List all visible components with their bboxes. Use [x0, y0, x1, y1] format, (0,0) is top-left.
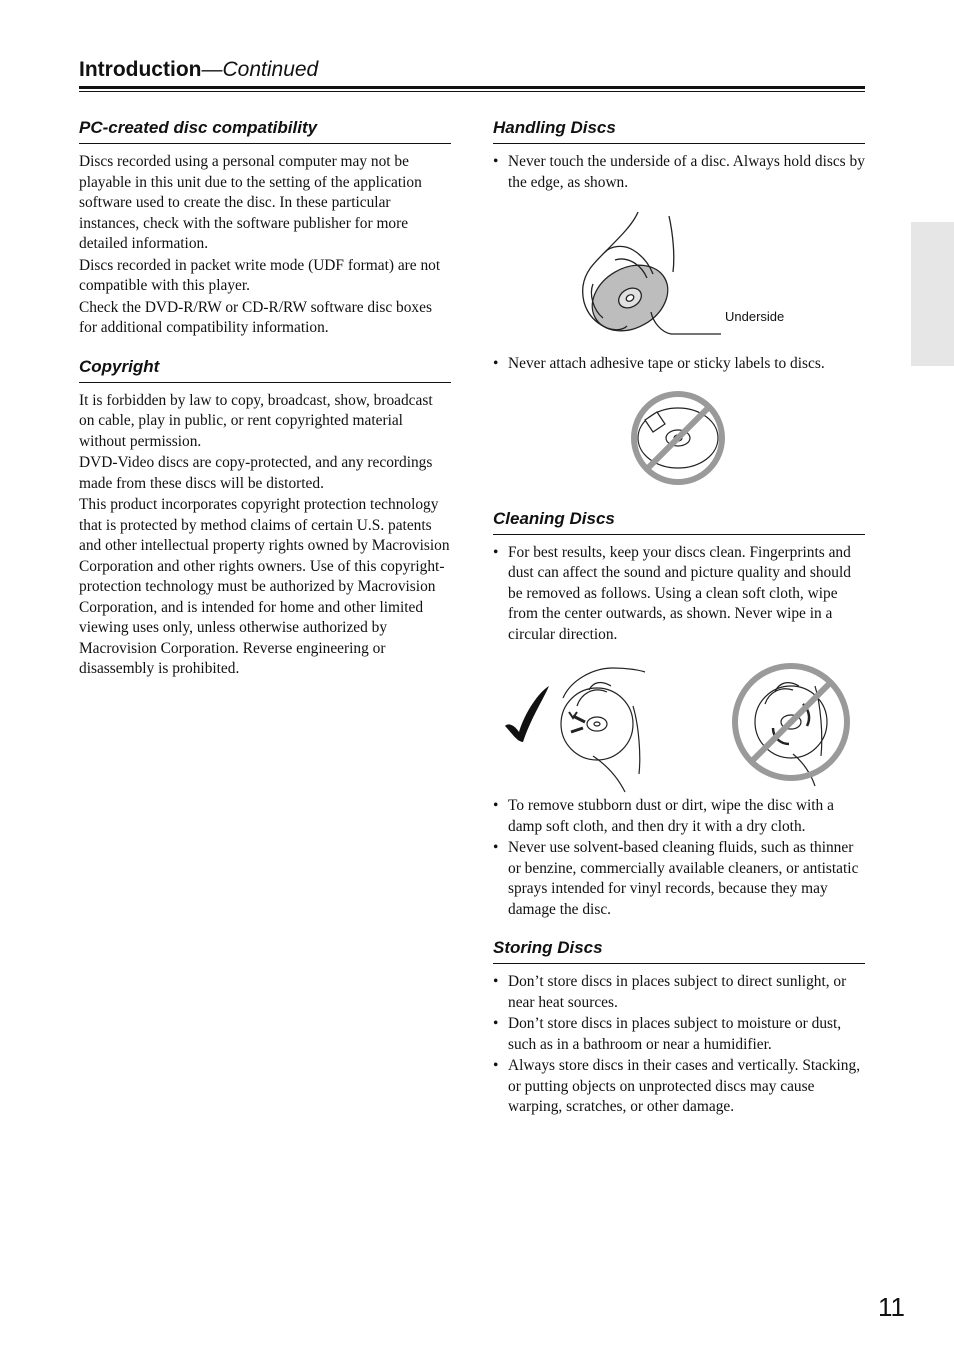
list-item: • For best results, keep your discs clean. Fingerprints and dust can affect the sound and picture quality and should be removed as follows. Using a clean soft cloth, wipe from the center outwards, as shown. Never wipe in a circular direction.: [493, 543, 865, 646]
page-title: [79, 58, 318, 82]
paragraph: Discs recorded in packet write mode (UDF format) are not compatible with this player.: [79, 256, 441, 294]
no-tape-icon: [493, 376, 865, 491]
section-heading: Copyright: [79, 357, 451, 383]
header-rule-thick: [79, 86, 865, 89]
section-heading: Cleaning Discs: [493, 509, 865, 535]
hand-holding-disc-icon: [493, 194, 865, 354]
figure-cleaning: [493, 646, 865, 796]
section-storing: [493, 938, 865, 1118]
title-text: Introduction: [79, 58, 202, 81]
paragraph: Check the DVD-R/RW or CD-R/RW software disc boxes for additional compatibility information.: [79, 298, 432, 336]
list-item: • Never attach adhesive tape or sticky labels to discs.: [493, 354, 865, 375]
list-item: • To remove stubborn dust or dirt, wipe the disc with a damp soft cloth, and then dry it with a dry cloth.: [493, 796, 865, 837]
paragraph: This product incorporates copyright protection technology that is protected by method claims of certain U.S. patents and other intellectual property rights owned by Macrovision Corporation and other rights owners. Use of this copyright-protection technology must be authorized by Macrovision Corporation, and is intended for home and other limited viewing uses only, unless otherwise authorized by Macrovision Corporation. Reverse engineering or disassembly is prohibited.: [79, 496, 450, 677]
bullet-list: [493, 796, 865, 920]
section-heading: PC-created disc compatibility: [79, 118, 451, 144]
section-copyright: [79, 357, 451, 680]
page-header: [79, 56, 865, 96]
list-item: • Never use solvent-based cleaning fluids, such as thinner or benzine, commercially available cleaners, or antistatic sprays intended for vinyl records, because they may damage the disc.: [493, 838, 865, 920]
header-rule-thin: [79, 91, 865, 92]
underside-label: Underside: [725, 309, 785, 324]
left-column: [79, 118, 451, 698]
figure-hold-disc: [493, 194, 865, 354]
bullet-list: [493, 152, 865, 193]
paragraph: It is forbidden by law to copy, broadcast, show, broadcast on cable, play in public, or rent copyrighted material without permission.: [79, 391, 433, 450]
section-cleaning: [493, 509, 865, 921]
section-heading: Handling Discs: [493, 118, 865, 144]
page-number: 11: [878, 1292, 905, 1322]
list-item: • Don’t store discs in places subject to moisture or dust, such as in a bathroom or near a humidifier.: [493, 1014, 865, 1055]
section-pc-compat: [79, 118, 451, 339]
cleaning-figure: [493, 646, 865, 796]
bullet-list: [493, 972, 865, 1118]
wipe-outward-icon: [561, 668, 645, 792]
list-item: • Don’t store discs in places subject to direct sunlight, or near heat sources.: [493, 972, 865, 1013]
figure-no-tape: [493, 376, 865, 491]
bullet-list: [493, 543, 865, 646]
right-column: [493, 118, 865, 1136]
checkmark-icon: [505, 686, 549, 742]
paragraph: Discs recorded using a personal computer may not be playable in this unit due to the setting of the application software used to create the disc. In these particular instances, check with the software publisher for more detailed information.: [79, 153, 422, 252]
section-handling: [493, 118, 865, 491]
bullet-list: [493, 354, 865, 375]
side-tab: [911, 222, 954, 366]
section-heading: Storing Discs: [493, 938, 865, 964]
paragraph: DVD-Video discs are copy-protected, and any recordings made from these discs will be distorted.: [79, 454, 433, 492]
list-item: • Never touch the underside of a disc. Always hold discs by the edge, as shown.: [493, 152, 865, 193]
list-item: • Always store discs in their cases and vertically. Stacking, or putting objects on unprotected discs may cause warping, scratches, or other damage.: [493, 1056, 865, 1118]
title-continued: —Continued: [201, 58, 319, 81]
